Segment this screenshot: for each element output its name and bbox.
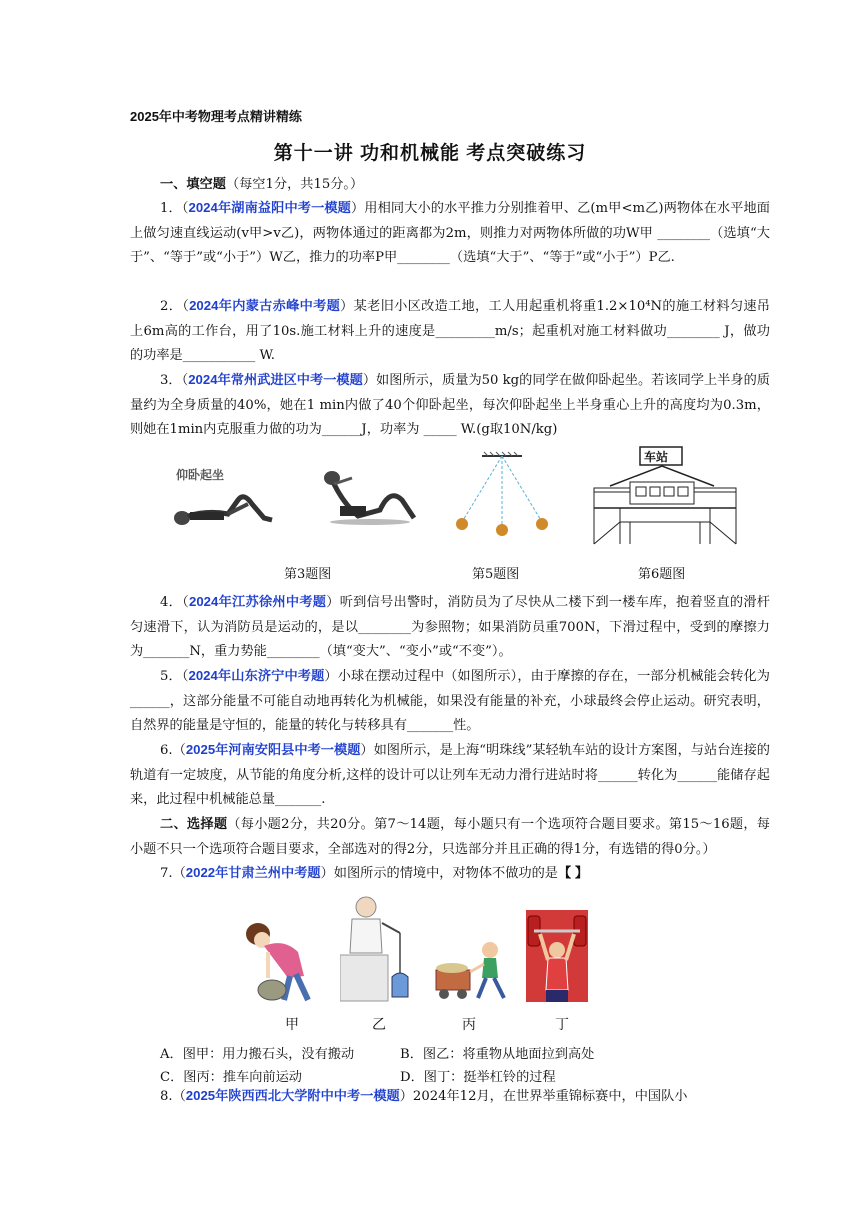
sitting-up-person-icon xyxy=(320,460,425,532)
q5-source: 2024年山东济宁中考题 xyxy=(188,668,325,683)
q2-source: 2024年内蒙古赤峰中考题 xyxy=(189,298,341,313)
q5-number: 5．（ xyxy=(160,669,189,684)
document-header: 2025年中考物理考点精讲精练 xyxy=(130,109,302,124)
situp-figure-2 xyxy=(320,460,425,532)
q5-text: ）小球在摆动过程中（如图所示），由于摩擦的存在，一部分机械能会转化为______，这部分能量不可能自动地再转化为机械能，如果没有能量的补充，小球最终会停止运动。研究表明，自然界的能量是守恒的，能量的转化与转移具有_______性。 xyxy=(130,669,770,733)
option-b: B．图乙：将重物从地面拉到高处 xyxy=(400,1047,595,1062)
option-a: A．图甲：用力搬石头，没有搬动 xyxy=(160,1047,355,1062)
station-label: 车站 xyxy=(644,450,669,464)
q4-text: ）听到信号出警时，消防员为了尽快从二楼下到一楼车库，抱着竖直的滑杆匀速滑下，认为消防员是运动的，是以________为参照物；如果消防员重700N，下滑过程中，受到的摩擦力为_______N，重力势能________（填“变大”、“变小”或“不变”）。 xyxy=(130,595,770,659)
pendulum-icon xyxy=(452,450,552,536)
question-2 xyxy=(130,294,770,369)
figure-label-bing: 丙 xyxy=(462,1017,476,1033)
figure-label-yi: 乙 xyxy=(372,1017,386,1033)
section2-heading: 二、选择题 xyxy=(160,816,228,831)
q1-text: ）用相同大小的水平推力分别推着甲、乙(m甲<m乙)两物体在水平地面上做匀速直线运动(v甲>v乙)，两物体通过的距离都为2m，则推力对两物体所做的功W甲 ________（选填“大于”、“等于”或“小于”）W乙，推力的功率P甲________（选填“大于”、“等于”或“小于”）P乙. xyxy=(130,201,770,265)
question-8 xyxy=(130,1084,770,1110)
figure-bing xyxy=(432,940,514,1002)
q8-number: 8.（ xyxy=(160,1089,186,1104)
q6-text: ）如图所示，是上海“明珠线”某轻轨车站的设计方案图，与站台连接的轨道有一定坡度，从节能的角度分析,这样的设计可以让列车无动力滑行进站时将______转化为______能储存起来，此过程中机械能总量_______. xyxy=(130,743,770,807)
q1-number: 1．（ xyxy=(160,201,189,216)
question-4 xyxy=(130,590,770,665)
q3-source: 2024年常州武进区中考一模题 xyxy=(188,372,363,387)
caption-fig3: 第3题图 xyxy=(284,567,332,582)
figure-ding xyxy=(526,910,588,1002)
q4-source: 2024年江苏徐州中考题 xyxy=(188,594,327,609)
q8-text: ）2024年12月，在世界举重锦标赛中，中国队小 xyxy=(399,1089,688,1104)
figure-yi xyxy=(340,893,418,1003)
section1-note: （每空1分，共15分。） xyxy=(225,177,364,192)
situp-label: 仰卧起坐 xyxy=(176,468,225,482)
section2-note: （每小题2分，共20分。第7～14题，每小题只有一个选项符合题目要求。第15～16题，每小题不只一个选项符合题目要求，全部选对的得2分，只选部分并且正确的得1分，有选错的得0分。） xyxy=(130,817,770,857)
lying-person-icon xyxy=(168,460,280,530)
q7-number: 7.（ xyxy=(160,866,186,881)
q2-number: 2．（ xyxy=(160,299,190,314)
boy-pushing-cart-icon xyxy=(432,940,514,1002)
section1-heading-line xyxy=(130,172,770,198)
pendulum-figure xyxy=(452,450,552,536)
q8-source: 2025年陕西西北大学附中中考一模题 xyxy=(185,1088,400,1103)
q7-source: 2022年甘肃兰州中考题 xyxy=(185,865,321,880)
caption-fig6: 第6题图 xyxy=(638,567,686,582)
q4-number: 4．（ xyxy=(160,595,189,610)
old-man-pulling-weight-icon xyxy=(340,893,418,1003)
station-figure xyxy=(590,446,740,546)
q3-text: ）如图所示，质量为50 kg的同学在做仰卧起坐。若该同学上半身的质量约为全身质量的40%，她在1 min内做了40个仰卧起坐，每次仰卧起坐上半身重心上升的高度均为0.3m，则她在1min内克服重力做的功为______J，功率为 _____ W.(g取10N/kg) xyxy=(130,373,770,437)
q6-source: 2025年河南安阳县中考一模题 xyxy=(185,742,361,757)
figure-jia xyxy=(238,918,318,1004)
question-3 xyxy=(130,368,770,443)
q7-answer-bracket: 【 】 xyxy=(558,865,589,880)
question-1 xyxy=(130,196,770,271)
q3-number: 3．（ xyxy=(160,373,189,388)
weightlifter-icon xyxy=(526,910,588,1002)
q7-text: ）如图所示的情境中，对物体不做功的是 xyxy=(320,866,558,881)
question-5 xyxy=(130,664,770,739)
figure-label-ding: 丁 xyxy=(555,1017,569,1033)
q2-text: ）某老旧小区改造工地，工人用起重机将重1.2×10⁴N的施工材料匀速吊上6m高的工作台，用了10s.施工材料上升的速度是_________m/s；起重机对施工材料做功________ J，做功的功率是___________ W. xyxy=(130,299,770,363)
figure-label-jia: 甲 xyxy=(285,1017,299,1033)
situp-figure-1 xyxy=(168,460,280,530)
q1-source: 2024年湖南益阳中考一模题 xyxy=(188,200,351,215)
question-7 xyxy=(130,861,770,887)
section1-heading: 一、填空题 xyxy=(160,176,226,191)
caption-fig5: 第5题图 xyxy=(472,567,520,582)
q6-number: 6.（ xyxy=(160,743,186,758)
page-title: 第十一讲 功和机械能 考点突破练习 xyxy=(273,143,587,164)
question-6 xyxy=(130,738,770,813)
section2 xyxy=(130,812,770,862)
option-d: D．图丁：挺举杠铃的过程 xyxy=(400,1070,556,1085)
woman-lifting-stone-icon xyxy=(238,918,318,1004)
option-c: C．图丙：推车向前运动 xyxy=(160,1070,302,1085)
